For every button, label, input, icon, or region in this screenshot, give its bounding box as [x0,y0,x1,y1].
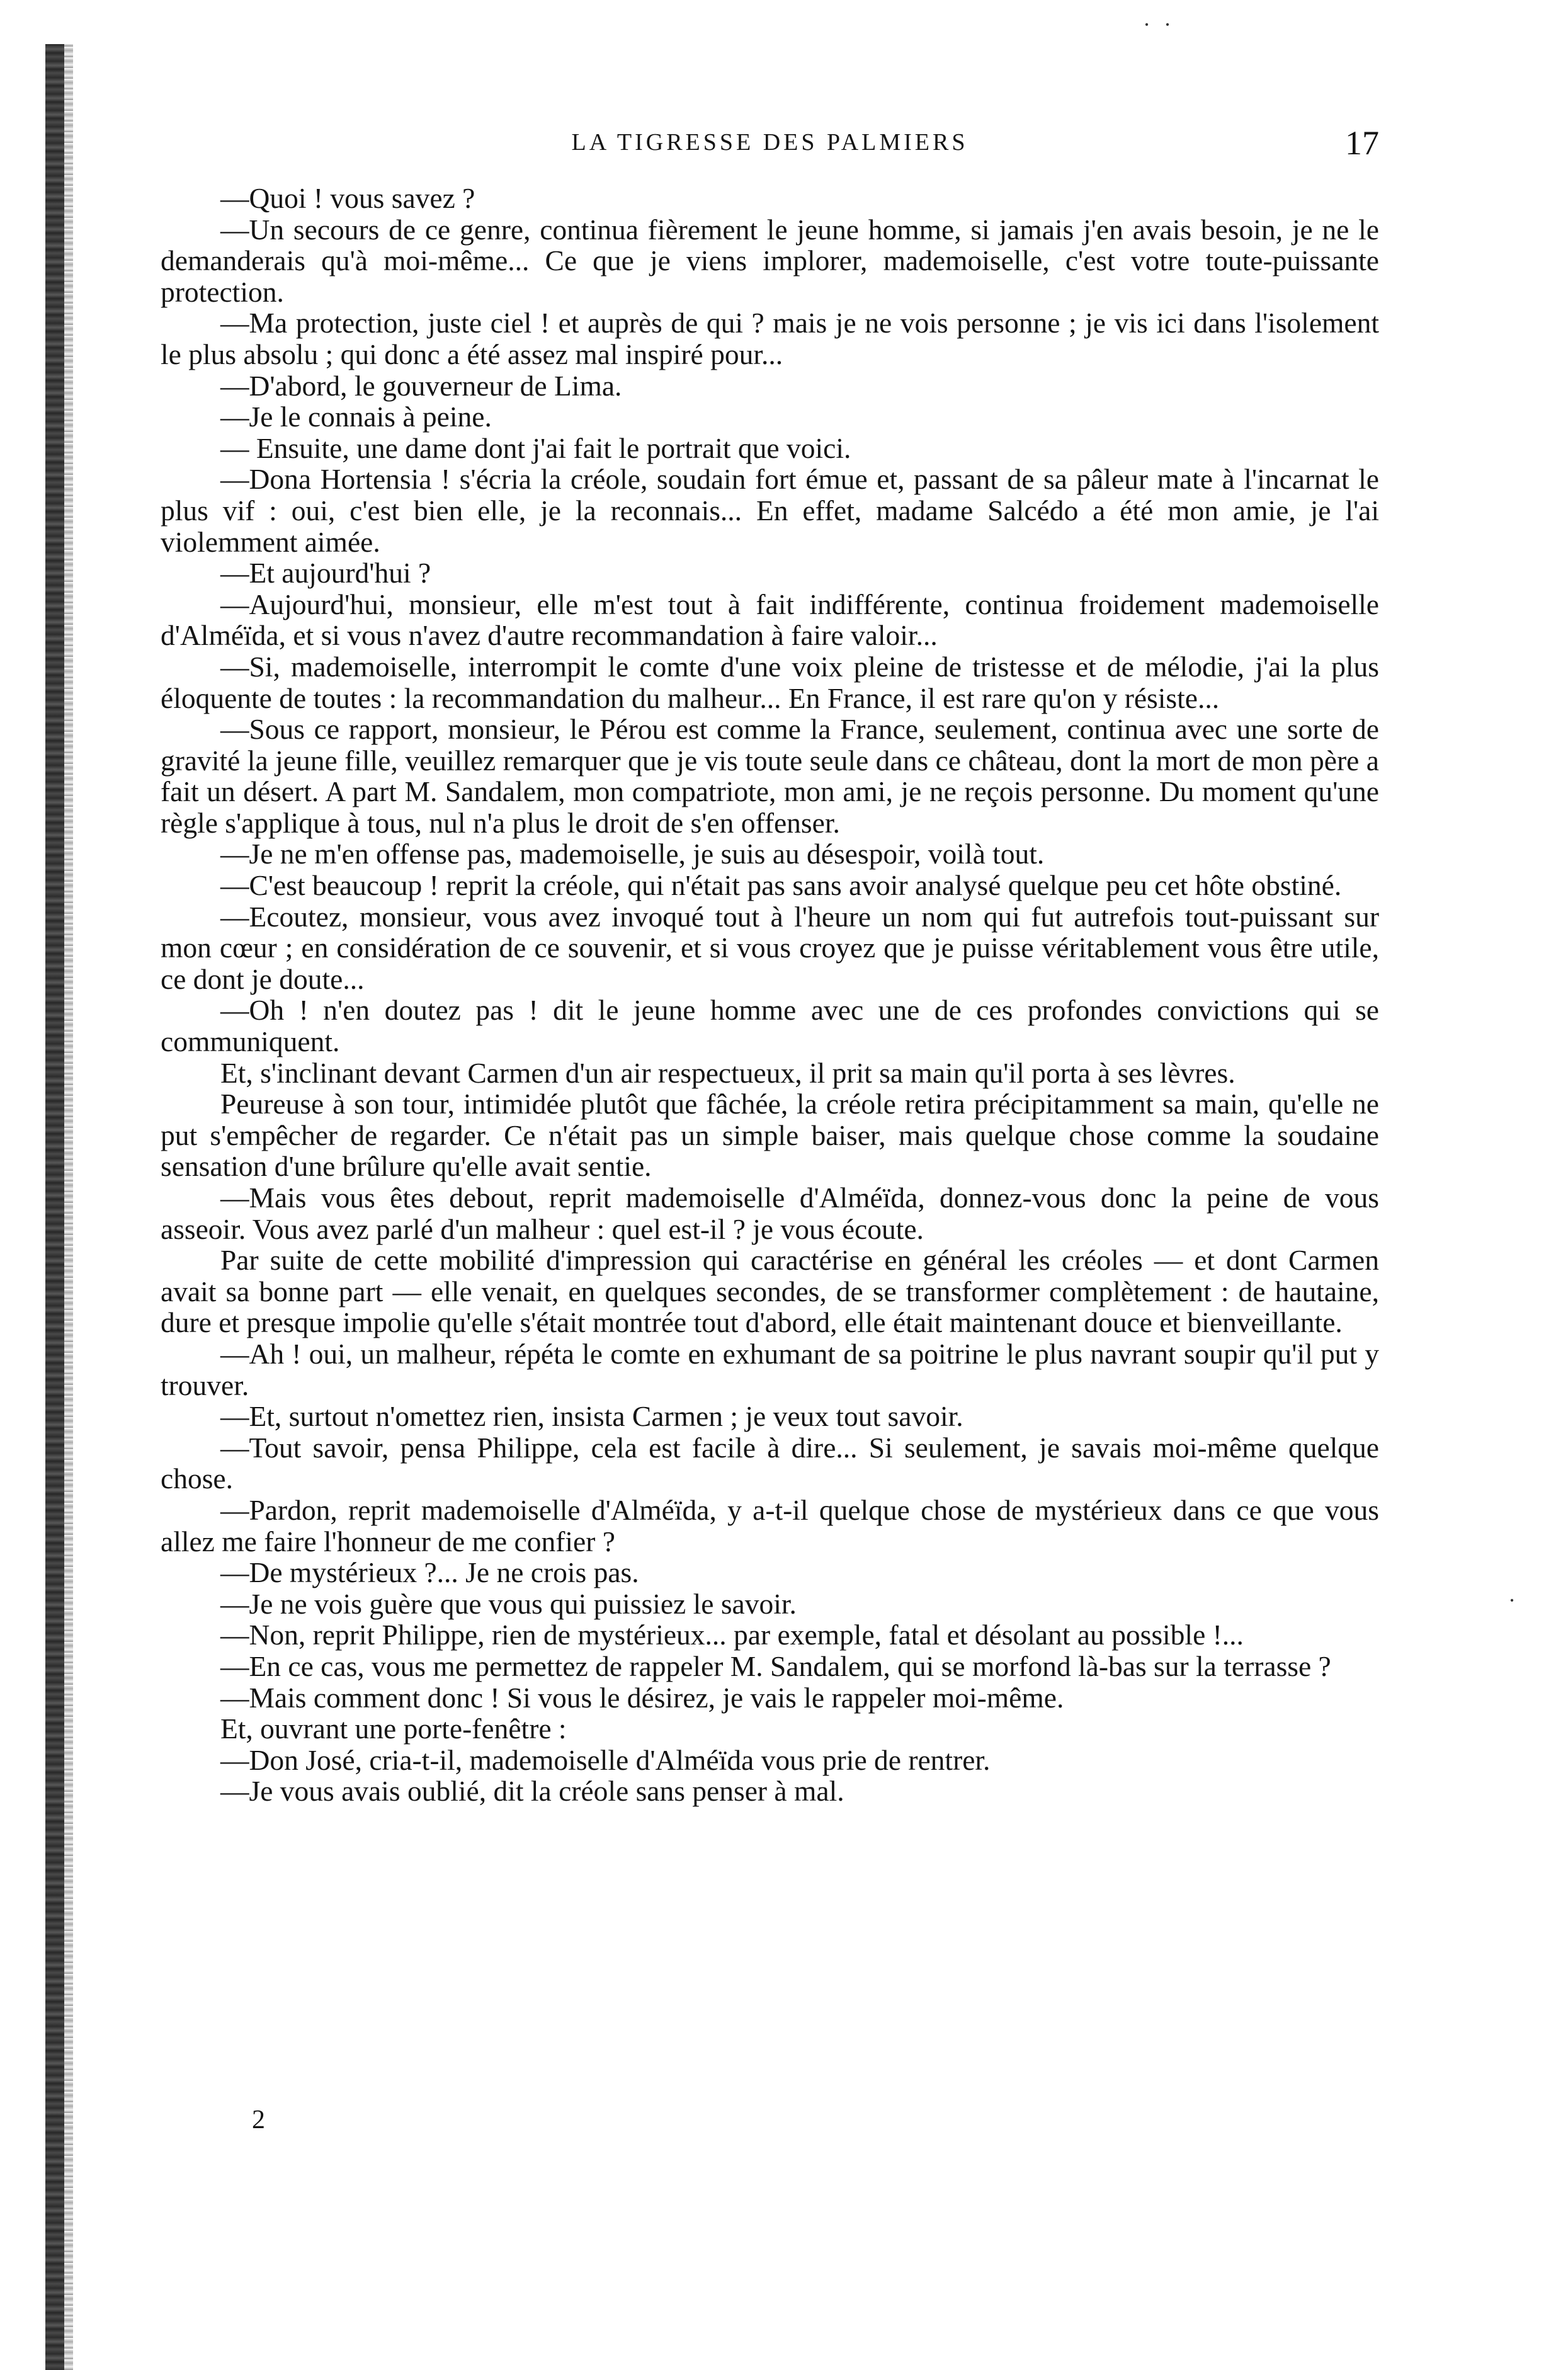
paragraph: —Ecoutez, monsieur, vous avez invoqué tout à l'heure un nom qui fut autrefois tout-puissant sur mon cœur ; en considération de ce souvenir, et si vous croyez que je puisse véritablement vous être utile, ce dont je doute... [161,900,1379,995]
paragraph: —En ce cas, vous me permettez de rappeler M. Sandalem, qui se morfond là-bas sur la terrasse ? [220,1649,1331,1682]
paragraph: —Aujourd'hui, monsieur, elle m'est tout à fait indifférente, continua froidement mademoiselle d'Alméïda, et si vous n'avez d'autre recommandation à faire valoir... [161,588,1379,652]
signature-mark: 2 [252,2105,265,2134]
scan-speck: · · [1143,12,1175,37]
paragraph: —Mais vous êtes debout, reprit mademoiselle d'Alméïda, donnez-vous donc la peine de vous asseoir. Vous avez parlé d'un malheur : quel est-il ? je vous écoute. [161,1182,1379,1245]
scan-speck: · [1508,1588,1520,1613]
paragraph: —Ma protection, juste ciel ! et auprès de qui ? mais je ne vois personne ; je vis ici dans l'isolement le plus absolu ; qui donc a été assez mal inspiré pour... [161,307,1379,370]
paragraph: —Je vous avais oublié, dit la créole sans penser à mal. [220,1775,844,1808]
page-number: 17 [1345,124,1379,162]
paragraph: —De mystérieux ?... Je ne crois pas. [220,1556,639,1589]
paragraph: —Je le connais à peine. [220,401,492,433]
paragraph: —Et, surtout n'omettez rien, insista Carmen ; je veux tout savoir. [220,1400,963,1433]
paragraph: —Tout savoir, pensa Philippe, cela est facile à dire... Si seulement, je savais moi-même quelque chose. [161,1431,1379,1495]
paragraph: —Non, reprit Philippe, rien de mystérieux... par exemple, fatal et désolant au possible !... [220,1619,1244,1651]
body-text [161,183,1379,1807]
paragraph: —C'est beaucoup ! reprit la créole, qui n'était pas sans avoir analysé quelque peu cet hôte obstiné. [220,869,1342,902]
paragraph: —Dona Hortensia ! s'écria la créole, soudain fort émue et, passant de sa pâleur mate à l'incarnat le plus vif : oui, c'est bien elle, je la reconnais... En effet, madame Salcédo a été mon amie, je l'ai violemment aimée. [161,463,1379,558]
paragraph: —Pardon, reprit mademoiselle d'Alméïda, y a-t-il quelque chose de mystérieux dans ce que vous allez me faire l'honneur de me confier ? [161,1493,1379,1558]
running-title: LA TIGRESSE DES PALMIERS [571,129,969,156]
binding-edge [45,44,64,2370]
paragraph: —Et aujourd'hui ? [220,557,431,590]
paragraph: —Mais comment donc ! Si vous le désirez, je vais le rappeler moi-même. [220,1681,1064,1714]
paragraph: —Un secours de ce genre, continua fièrement le jeune homme, si jamais j'en avais besoin, je ne le demanderais qu'à moi-même... Ce que je viens implorer, mademoiselle, c'est votre toute-puissante protection. [161,213,1379,308]
paragraph: —Quoi ! vous savez ? [220,182,475,214]
paragraph: Par suite de cette mobilité d'impression qui caractérise en général les créoles — et dont Carmen avait sa bonne part — elle venait, en quelques secondes, de se transformer complètement : de hautaine, dure et presque impolie qu'elle s'était montrée tout d'abord, elle était maintenant douce et bienveillante. [161,1244,1379,1339]
paragraph: —Si, mademoiselle, interrompit le comte d'une voix pleine de tristesse et de mélodie, j'ai la plus éloquente de toutes : la recommandation du malheur... En France, il est rare qu'on y résiste... [161,650,1379,714]
paragraph: — Ensuite, une dame dont j'ai fait le portrait que voici. [220,431,851,464]
paragraph: Et, ouvrant une porte-fenêtre : [220,1712,567,1745]
paragraph: —Je ne m'en offense pas, mademoiselle, je suis au désespoir, voilà tout. [220,838,1045,870]
paragraph: —Oh ! n'en doutez pas ! dit le jeune homme avec une de ces profondes convictions qui se communiquent. [161,994,1379,1058]
paragraph: —Sous ce rapport, monsieur, le Pérou est comme la France, seulement, continua avec une sorte de gravité la jeune fille, veuillez remarquer que je vis toute seule dans ce château, dont la mort de mon père a fait un désert. A part M. Sandalem, mon compatriote, mon ami, je ne reçois personne. Du moment qu'une règle s'applique à tous, nul n'a plus le droit de s'en offenser. [161,713,1379,839]
running-head [161,123,1379,161]
paragraph: Peureuse à son tour, intimidée plutôt que fâchée, la créole retira précipitamment sa main, qu'elle ne put s'empêcher de regarder. Ce n'était pas un simple baiser, mais quelque chose comme la soudaine sensation d'une brûlure qu'elle avait sentie. [161,1088,1379,1183]
paragraph: Et, s'inclinant devant Carmen d'un air respectueux, il prit sa main qu'il porta à ses lèvres. [220,1056,1236,1089]
paragraph: —Don José, cria-t-il, mademoiselle d'Alméïda vous prie de rentrer. [220,1743,991,1776]
paragraph: —Je ne vois guère que vous qui puissiez le savoir. [220,1587,797,1620]
paragraph: —D'abord, le gouverneur de Lima. [220,369,622,402]
paragraph: —Ah ! oui, un malheur, répéta le comte en exhumant de sa poitrine le plus navrant soupir qu'il put y trouver. [161,1337,1379,1401]
